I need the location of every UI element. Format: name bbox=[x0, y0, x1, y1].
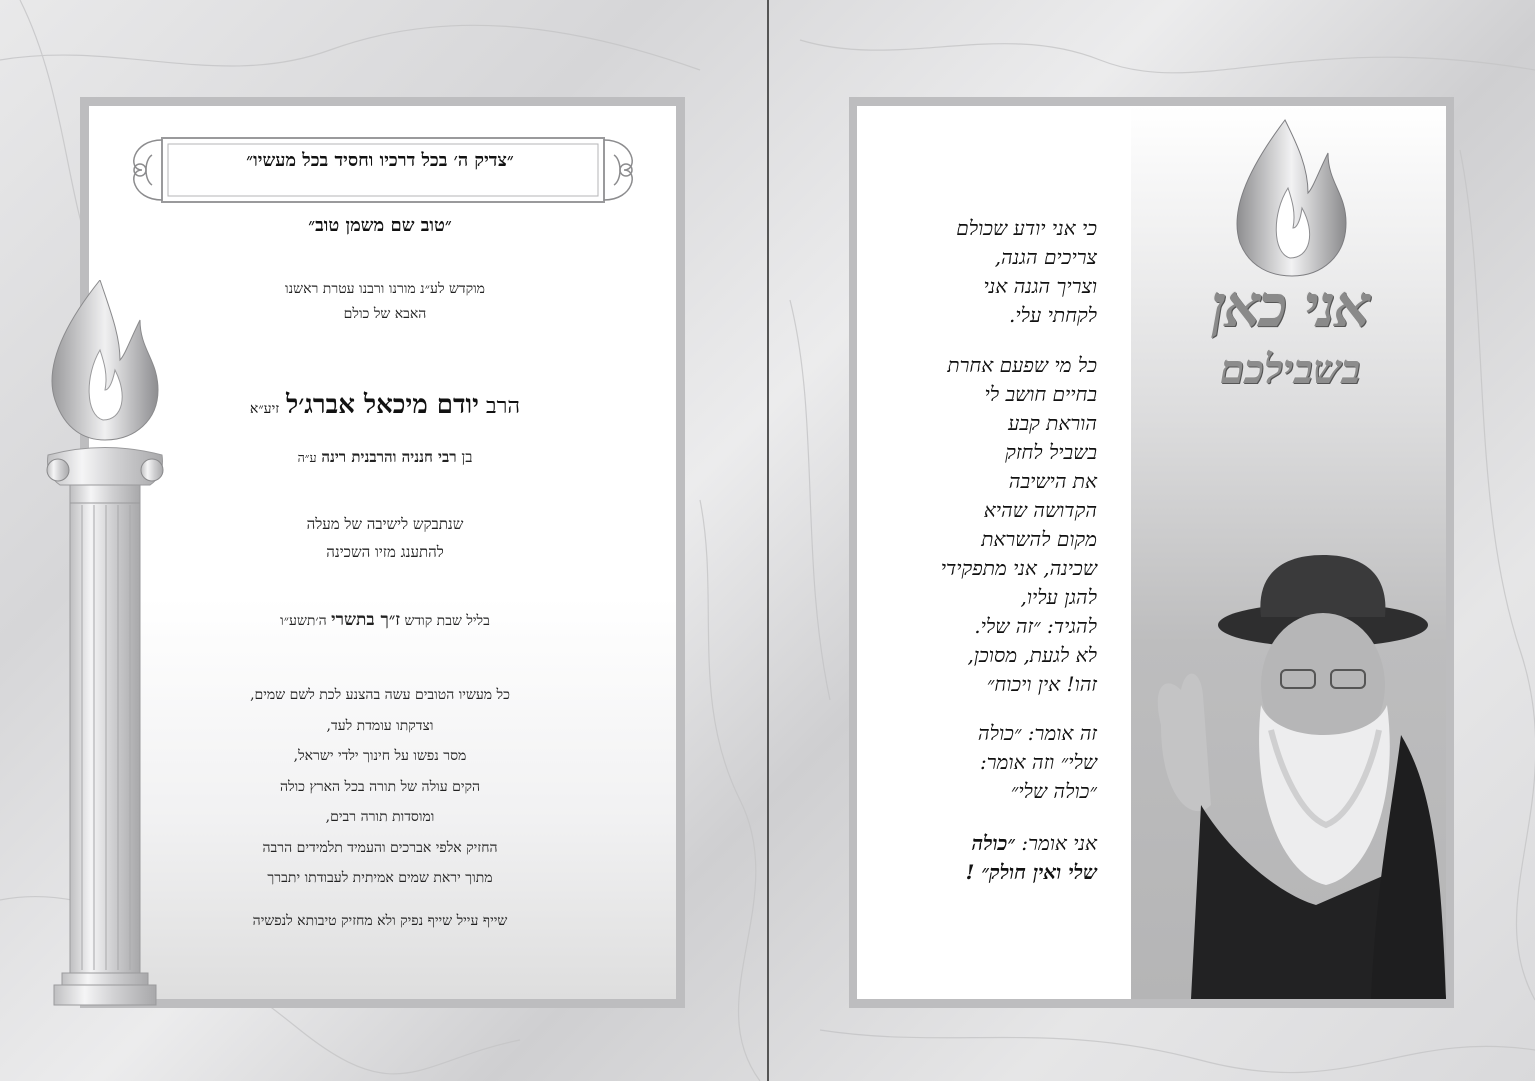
date-prefix: בליל שבת קודש bbox=[404, 613, 490, 629]
poem-line: לקחתי עלי. bbox=[1009, 303, 1097, 327]
poem-line: את הישיבה bbox=[1008, 469, 1097, 493]
poem-line: וצריך הגנה אני bbox=[983, 274, 1097, 298]
name-main: יודם מיכאל אברג׳ל bbox=[286, 390, 479, 420]
date-main: ז״ך בתשרי bbox=[331, 610, 401, 630]
date-suffix: ה׳תשע״ו bbox=[280, 613, 327, 629]
poem-line: לא לגעת, מסוכן, bbox=[967, 643, 1097, 667]
deeds-line: החזיק אלפי אברכים והעמיד תלמידים הרבה bbox=[262, 839, 498, 856]
poem-line: מקום להשראת bbox=[981, 527, 1097, 551]
poem-line: זה אומר: ״כולה bbox=[977, 721, 1097, 745]
poem-line: שכינה, אני מתפקידי bbox=[940, 556, 1097, 580]
deeds-text bbox=[190, 680, 570, 894]
final-bold: ״כולה bbox=[971, 831, 1015, 855]
passing-line: שנתבקש לישיבה של מעלה bbox=[306, 515, 464, 533]
logo-title: אני כאן bbox=[1211, 272, 1369, 340]
poem-line: זהו! אין ויכוח״ bbox=[986, 672, 1097, 696]
dedication bbox=[200, 277, 570, 327]
dedication-line: מוקדש לע״נ מורנו ורבנו עטרת ראשנו bbox=[285, 281, 485, 297]
poem-line: הקדושה שהיא bbox=[983, 498, 1097, 522]
column-illustration bbox=[40, 280, 170, 1010]
date-line bbox=[200, 610, 570, 630]
deeds-line: מסר נפשו על חינוך ילדי ישראל, bbox=[293, 748, 467, 764]
poem-line: כל מי שפעם אחרת bbox=[947, 353, 1097, 377]
poem-line: שלי״ וזה אומר: bbox=[979, 750, 1097, 774]
banner-verse: ״צדיק ה׳ בכל דרכיו וחסיד בכל מעשיו״ bbox=[246, 150, 514, 171]
rabbi-name bbox=[190, 390, 580, 420]
poem-line: הוראת קבע bbox=[1008, 411, 1097, 435]
page-spine bbox=[767, 0, 769, 1081]
poem-line bbox=[887, 829, 1097, 858]
logo-subtitle: בשבילכם bbox=[1219, 346, 1361, 393]
deeds-line: וצדקתו עומדת לעד, bbox=[326, 717, 434, 734]
poem-line: בשביל לחזק bbox=[1005, 440, 1097, 464]
poem-line: צריכים הגנה, bbox=[994, 245, 1097, 269]
son-of-suffix: ע״ה bbox=[297, 450, 317, 465]
son-of-line bbox=[210, 448, 560, 467]
poem-line: להגיד: ״זה שלי. bbox=[974, 614, 1097, 638]
final-prefix: אני אומר: bbox=[1021, 831, 1097, 855]
subtitle-verse: ״טוב שם משמן טוב״ bbox=[308, 215, 452, 236]
closing-line: שייף עייל שייף נפיק ולא מחזיק טיבותא לנפשיה bbox=[252, 913, 508, 929]
flame-icon bbox=[52, 280, 158, 440]
deeds-line: כל מעשיו הטובים עשה בהצנע לכת לשם שמים, bbox=[250, 687, 510, 703]
name-suffix: זיע״א bbox=[249, 401, 280, 417]
passing-text bbox=[220, 510, 550, 566]
passing-line: להתענג מזיו השכינה bbox=[326, 543, 444, 561]
flame-logo-icon bbox=[1230, 118, 1350, 278]
poem-line: ״כולה שלי״ bbox=[1010, 779, 1097, 803]
poem-stanza bbox=[887, 351, 1097, 699]
poem-stanza bbox=[887, 214, 1097, 330]
poem-final-stanza bbox=[887, 829, 1097, 887]
poem-stanza bbox=[887, 719, 1097, 806]
name-prefix: הרב bbox=[485, 394, 521, 419]
deeds-line: ומוסדות תורה רבים, bbox=[325, 809, 435, 825]
poem-line: כי אני יודע שכולם bbox=[956, 216, 1097, 240]
deeds-line: מתוך יראת שמים אמיתית לעבודתו יתברך bbox=[267, 870, 493, 886]
son-of-names: רבי חנניה והרבנית רינה bbox=[321, 448, 457, 466]
rabbi-photo bbox=[1131, 555, 1446, 999]
deeds-line: הקים עולה של תורה בכל הארץ כולה bbox=[279, 778, 481, 795]
poem-line: להגן עליו, bbox=[1020, 585, 1097, 609]
poem-line: בחיים חושב לי bbox=[984, 382, 1097, 406]
poem-line: שלי ואין חולק״ ! bbox=[965, 860, 1097, 884]
dedication-line: האבא של כולם bbox=[343, 306, 427, 322]
son-of-prefix: בן bbox=[461, 448, 473, 466]
